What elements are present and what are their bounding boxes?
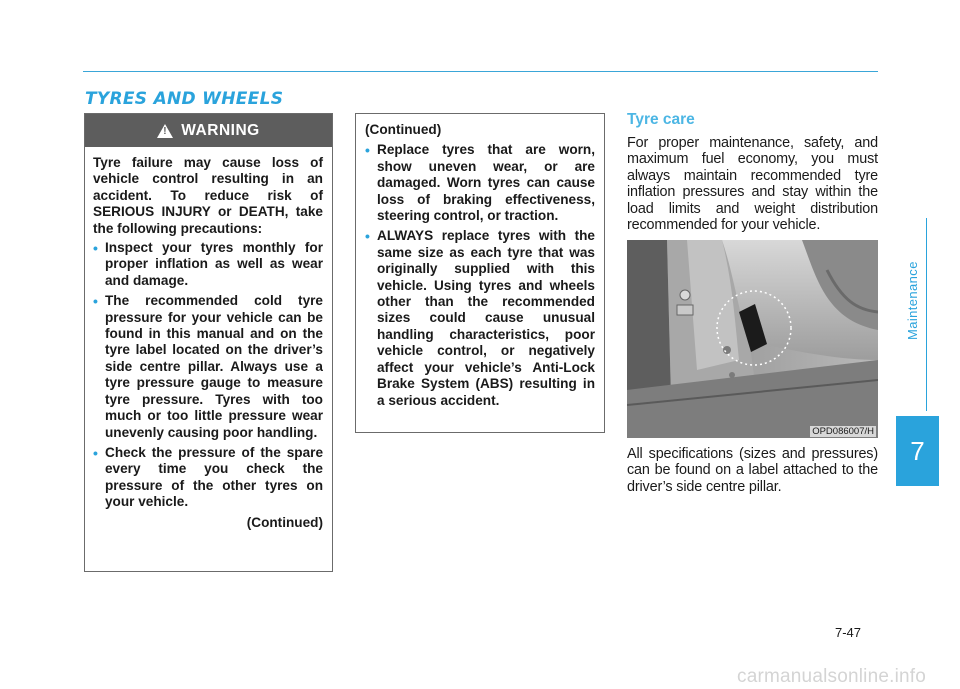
tyre-care-paragraph-1: For proper maintenance, safety, and maximum fuel economy, you must always maintain recommended tyre inflation pressures and stay within the load limits and weight distribution recommended for your vehicle. bbox=[627, 135, 878, 234]
image-caption: OPD086007/H bbox=[812, 426, 874, 437]
side-tab-line bbox=[926, 218, 927, 411]
continued-list bbox=[365, 142, 595, 409]
top-rule bbox=[83, 71, 878, 72]
list-item: • Inspect your tyres monthly for proper inflation as well as wear and damage. bbox=[93, 240, 323, 288]
list-item: • The recommended cold tyre pressure for your vehicle can be found in this manual and on the tyre label located on the driver’s side centre pillar. Always use a tyre pressure gauge to measure tyre pressure. Tyres with too much or too little pressure wear unevenly causing poor handling. bbox=[93, 293, 323, 440]
warning-list bbox=[93, 240, 323, 511]
warning-icon: ! bbox=[157, 124, 173, 138]
section-title: TYRES AND WHEELS bbox=[85, 89, 284, 109]
warning-intro: Tyre failure may cause loss of vehicle control resulting in an accident. To reduce risk of SERIOUS INJURY or DEATH, take the following precautions: bbox=[93, 155, 323, 236]
door-pillar-illustration bbox=[627, 240, 878, 438]
chapter-number-tab: 7 bbox=[896, 416, 939, 486]
footer-watermark: carmanualsonline.info bbox=[737, 666, 927, 687]
continued-box bbox=[355, 113, 605, 433]
tyre-care-heading: Tyre care bbox=[627, 111, 695, 128]
bullet-icon: • bbox=[365, 142, 370, 159]
continued-heading: (Continued) bbox=[365, 122, 442, 137]
list-item: • Replace tyres that are worn, show uneven wear, or are damaged. Worn tyres can cause loss of braking effectiveness, steering control, or traction. bbox=[365, 142, 595, 224]
list-item: • Check the pressure of the spare every time you check the pressure of the other tyres on your vehicle. bbox=[93, 444, 323, 510]
side-tab-label: Maintenance bbox=[905, 261, 920, 340]
tyre-care-paragraph-2: All specifications (sizes and pressures) can be found on a label attached to the driver’s side centre pillar. bbox=[627, 446, 878, 495]
page-number: 7-47 bbox=[835, 625, 862, 640]
bullet-icon: • bbox=[93, 240, 98, 257]
bullet-icon: • bbox=[93, 293, 98, 310]
warning-title: WARNING bbox=[181, 121, 260, 139]
warning-continued: (Continued) bbox=[246, 514, 323, 530]
bullet-icon: • bbox=[93, 444, 98, 461]
door-pillar-photo bbox=[627, 240, 878, 438]
warning-header bbox=[85, 114, 332, 147]
list-item: • ALWAYS replace tyres with the same size as each tyre that was originally supplied with this vehicle. Using tyres and wheels other than the recommended sizes could cause unusual handling characteristics, poor vehicle control, or negatively affect your vehicle’s Anti-Lock Brake System (ABS) resulting in a serious accident. bbox=[365, 228, 595, 408]
warning-box bbox=[84, 113, 333, 572]
bullet-icon: • bbox=[365, 228, 370, 245]
